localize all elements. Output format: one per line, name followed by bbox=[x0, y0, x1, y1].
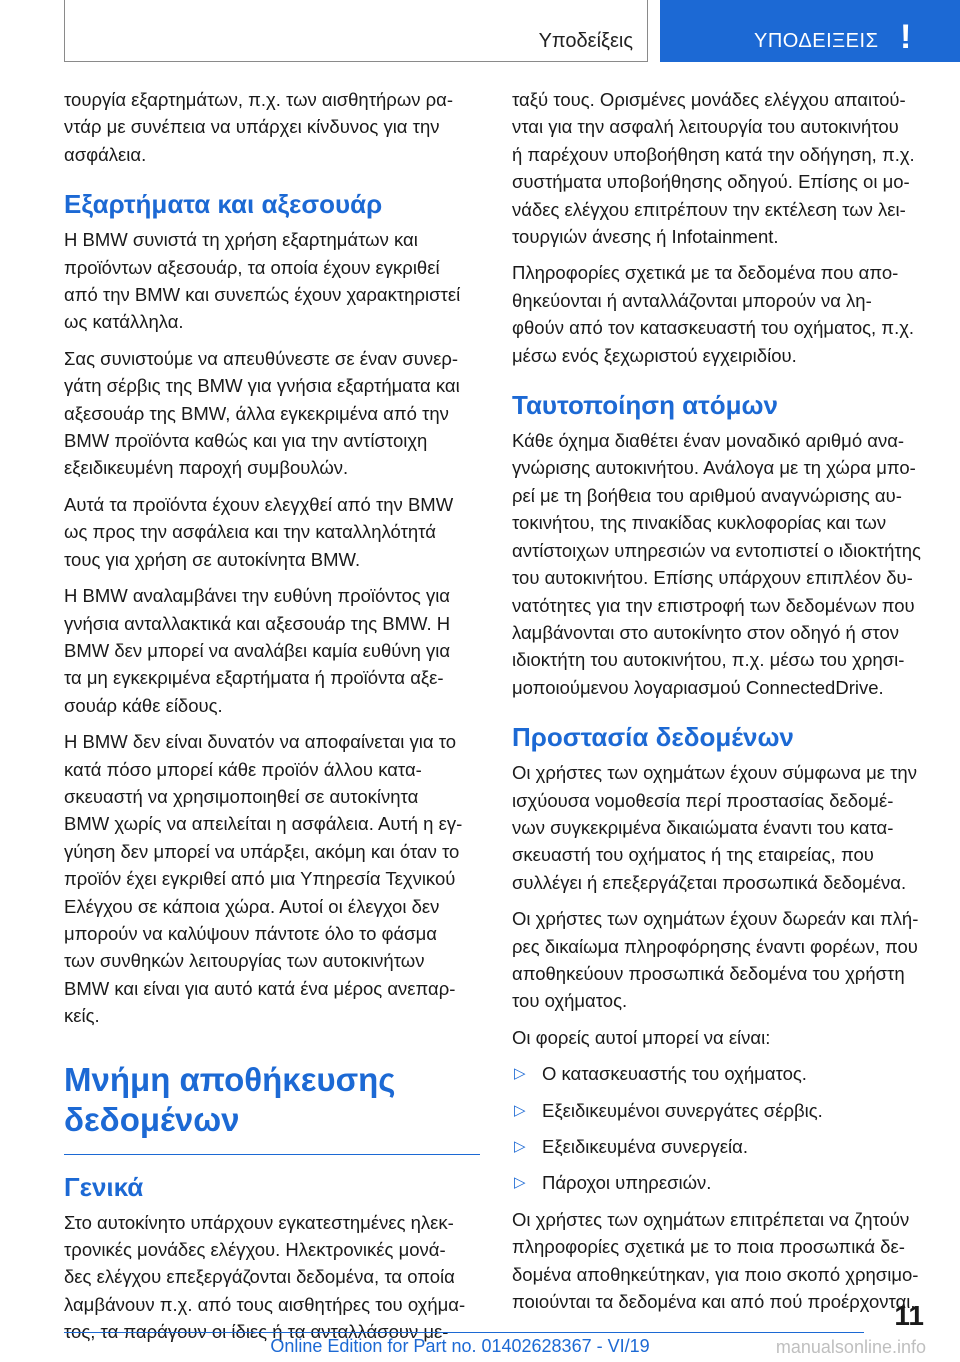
paragraph: Οι χρήστες των οχημάτων έχουν δωρεάν και πλή- ρες δικαίωμα πληροφόρησης έναντι φορέων, που αποθηκεύουν προσωπικά δεδομένα του χρήστη του οχήματος. bbox=[512, 908, 919, 1012]
section-title: Υποδείξεις bbox=[538, 30, 633, 52]
triangle-bullet-icon: ▷ bbox=[514, 1174, 526, 1192]
list-item-text: Εξειδικευμένοι συνεργάτες σέρβις. bbox=[542, 1099, 823, 1121]
footer-divider bbox=[64, 1332, 864, 1333]
paragraph: Αυτά τα προϊόντα έχουν ελεγχθεί από την BMW ως προς την ασφάλεια και την καταλληλότητά τους για χρήση σε αυτοκίνητα BMW. bbox=[64, 493, 454, 570]
triangle-bullet-icon: ▷ bbox=[514, 1101, 526, 1119]
paragraph: Κάθε όχημα διαθέτει έναν μοναδικό αριθμό ανα- γνώρισης αυτοκινήτου. Ανάλογα με τη χώρα μπο- ρεί με τη βοήθεια του αριθμού αναγνώρισης αυ- τοκινήτου, της πινακίδας κυκλοφορίας και των αντίστοιχων υπηρεσιών να εντοπιστεί ο ιδιοκτήτης του αυτοκινήτου. Επίσης υπάρχουν επιπλέον δυ- νατότητες για την επιστροφή των δεδομένων που λαμβάνονται στο αυτοκίνητο στον οδηγό ή στον ιδιοκτήτη του αυτοκινήτου, π.χ. μέσω του χρησι- μοποιούμενου λογαριασμού ConnectedDrive. bbox=[512, 430, 921, 698]
list-item bbox=[512, 1097, 928, 1124]
list-item bbox=[512, 1133, 928, 1160]
heading-data-memory: Μνήμη αποθήκευσης δεδομένων bbox=[64, 1060, 396, 1138]
paragraph: ταξύ τους. Ορισμένες μονάδες ελέγχου απαιτού- νται για την ασφαλή λειτουργία του αυτοκινήτου ή παρέχουν υποβοήθηση κατά την οδήγηση, π.χ. συστήματα υποβοήθησης οδηγού. Επίσης οι μο- νάδες ελέγχου επιτρέπουν την εκτέλεση των λει- τουργιών άνεσης ή Infotainment. bbox=[512, 89, 915, 248]
exclamation-icon: ! bbox=[900, 18, 912, 56]
paragraph: Οι φορείς αυτοί μπορεί να είναι: bbox=[512, 1026, 771, 1048]
list-item bbox=[512, 1060, 928, 1087]
heading-general: Γενικά bbox=[64, 1171, 144, 1202]
chapter-tab bbox=[660, 0, 960, 62]
heading-personal-identification: Ταυτοποίηση ατόμων bbox=[512, 390, 778, 421]
right-column bbox=[512, 86, 928, 1324]
left-column bbox=[64, 86, 480, 1355]
paragraph: Οι χρήστες των οχημάτων έχουν σύμφωνα με την ισχύουσα νομοθεσία περί προστασίας δεδομέ- νων συγκεκριμένα δικαιώματα έναντι του κατα- σκευαστή του οχήματος ή της εταιρείας, που συλλέγει ή επεξεργάζεται προσωπικά δεδομένα. bbox=[512, 762, 917, 893]
paragraph: Σας συνιστούμε να απευθύνεστε σε έναν συνερ- γάτη σέρβις της BMW για γνήσια εξαρτήματα και αξεσουάρ της BMW, άλλα εγκεκριμένα από την BMW προϊόντα καθώς και για την αντίστοιχη εξειδικευμένη παροχή συμβουλών. bbox=[64, 347, 460, 479]
list-item-text: Εξειδικευμένα συνεργεία. bbox=[542, 1136, 748, 1157]
page-number: 11 bbox=[894, 1300, 924, 1331]
triangle-bullet-icon: ▷ bbox=[514, 1065, 526, 1083]
paragraph: Η BMW συνιστά τη χρήση εξαρτημάτων και προϊόντων αξεσουάρ, τα οποία έχουν εγκριθεί από την BMW και συνεπώς έχουν χαρακτηριστεί ως κατάλληλα. bbox=[64, 229, 461, 333]
triangle-bullet-icon: ▷ bbox=[514, 1138, 526, 1155]
list-item-text: Ο κατασκευαστής του οχήματος. bbox=[542, 1063, 807, 1085]
footer-text: Online Edition for Part no. 01402628367 - VI/19 bbox=[270, 1336, 650, 1356]
section-divider bbox=[64, 1154, 480, 1155]
chapter-title: ΥΠΟΔΕΙΞΕΙΣ bbox=[754, 30, 879, 52]
paragraph: Η BMW αναλαμβάνει την ευθύνη προϊόντος για γνήσια ανταλλακτικά και αξεσουάρ της BMW. Η BMW δεν μπορεί να αναλάβει καμία ευθύνη για τα μη εγκεκριμένα εξαρτήματα ή προϊόντα αξε- σουάρ κάθε είδους. bbox=[64, 585, 451, 716]
paragraph: τουργία εξαρτημάτων, π.χ. των αισθητήρων ρα- ντάρ με συνέπεια να υπάρχει κίνδυνος για την ασφάλεια. bbox=[64, 89, 454, 165]
page-header bbox=[0, 0, 960, 66]
list-item bbox=[512, 1169, 928, 1196]
watermark: manualsonline.info bbox=[775, 1337, 926, 1357]
paragraph: Πληροφορίες σχετικά με τα δεδομένα που απο- θηκεύονται ή ανταλλάζονται μπορούν να λη- φθούν από τον κατασκευαστή του οχήματος, π.χ. μέσω ενός ξεχωριστού εγχειριδίου. bbox=[512, 262, 915, 366]
list-item-text: Πάροχοι υπηρεσιών. bbox=[542, 1172, 712, 1194]
paragraph: Η BMW δεν είναι δυνατόν να αποφαίνεται για το κατά πόσο μπορεί κάθε προϊόν άλλου κατα- σκευαστή να χρησιμοποιηθεί σε αυτοκίνητα BMW χωρίς να απειλείται η ασφάλεια. Αυτή η εγ- γύηση δεν μπορεί να υπάρξει, ακόμη και όταν το προϊόν έχει εγκριθεί από μια Υπηρεσία Τεχνικού Ελέγχου σε κάποια χώρα. Αυτοί οι έλεγχοι δεν μπορούν να καλύψουν πάντοτε όλο το φάσμα των συνθηκών λειτουργίας των αυτοκινήτων BMW και είναι για αυτό κατά ένα μέρος ανεπαρ- κείς. bbox=[64, 731, 463, 1027]
heading-data-protection: Προστασία δεδομένων bbox=[512, 722, 794, 753]
section-header-box bbox=[64, 0, 648, 62]
heading-parts-accessories: Εξαρτήματα και αξεσουάρ bbox=[64, 189, 383, 220]
bullet-list bbox=[512, 1060, 928, 1197]
paragraph: Οι χρήστες των οχημάτων επιτρέπεται να ζητούν πληροφορίες σχετικά με το ποια προσωπικά δε- δομένα αποθηκεύτηκαν, για ποιο σκοπό χρησιμο- ποιούνται τα δεδομένα και από πού προέρχονται. bbox=[512, 1208, 919, 1313]
paragraph: Στο αυτοκίνητο υπάρχουν εγκατεστημένες ηλεκ- τρονικές μονάδες ελέγχου. Ηλεκτρονικές μονά- δες ελέγχου επεξεργάζονται δεδομένα, τα οποία λαμβάνουν π.χ. από τους αισθητήρες του οχήμα- τος, τα παράγουν οι ίδιες ή τα ανταλλάσουν με- bbox=[64, 1211, 466, 1343]
